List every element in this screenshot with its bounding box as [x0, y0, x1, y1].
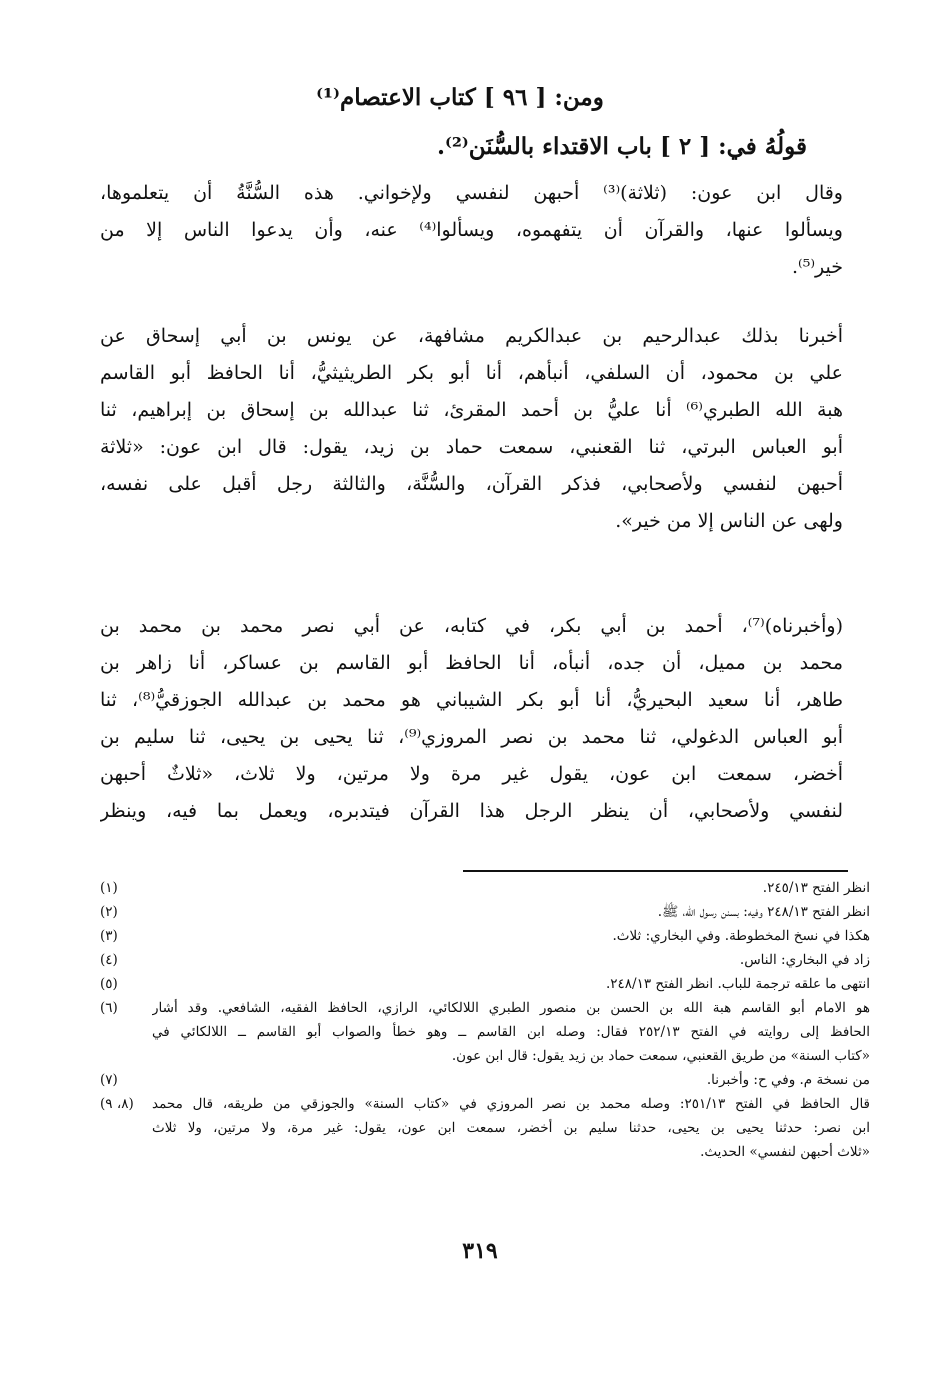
section-subheading: قولُهُ في: [ ٢ ] باب الاقتداء بالسُّنَن⁽²⁾. — [436, 133, 807, 160]
footnote — [100, 900, 870, 924]
footnote — [100, 1092, 870, 1164]
text-line: أخضر، سمعت ابن عون، يقول غير مرة ولا مرتين، ولا ثلاث، «ثلاثٌ أحبهن — [100, 763, 843, 785]
footnote-number: (٢) — [100, 904, 118, 920]
paragraph-3 — [100, 608, 843, 830]
footnote-text — [152, 1092, 870, 1164]
footnote-number: (٥) — [100, 976, 118, 992]
footnote — [100, 948, 870, 972]
footnote-text: من نسخة م. وفي ح: وأخبرنا. — [706, 1072, 870, 1088]
footnote-text: انظر الفتح ٢٤٥/١٣. — [762, 880, 870, 896]
footnotes — [100, 876, 870, 1164]
text-line: ويسألوا عنها، والقرآن أن يتفهموه، ويسألوا⁽⁴⁾ عنه، وأن يدعوا الناس إلا من — [100, 219, 843, 241]
footnote — [100, 972, 870, 996]
footnote-divider — [463, 870, 848, 872]
footnote-text: هكذا في نسخ المخطوطة. وفي البخاري: ثلاث. — [612, 928, 870, 944]
footnote — [100, 996, 870, 1068]
footnote-line: الحافظ إلى روايته في الفتح ٢٥٢/١٣ فقال: وصله ابن القاسم ــ وهو خطأ والصواب أبو القاسم ــ اللالكائي في — [152, 1024, 870, 1040]
footnote-line: قال الحافظ في الفتح ٢٥١/١٣: وصله محمد بن نصر المروزي في «كتاب السنة» والجوزقي من طريقه، قال محمد — [152, 1096, 870, 1112]
paragraph-2 — [100, 318, 843, 540]
footnote — [100, 1068, 870, 1092]
chapter-heading: ومن: [ ٩٦ ] كتاب الاعتصام⁽¹⁾ — [316, 84, 604, 111]
footnote-number: (٧) — [100, 1072, 118, 1088]
footnote-line: هو الامام أبو القاسم هبة الله بن الحسن بن منصور الطبري اللالكائي، الرازي، الحافظ الفقيه، الشافعي. وقد أشار — [152, 1000, 870, 1016]
text-line: علي بن محمود، أن السلفي، أنبأهم، أنا أبو بكر الطريثيثيُّ، أنا الحافظ أبو القاسم — [100, 362, 843, 384]
text-line: (وأخبرناه)⁽⁷⁾، أحمد بن أبي بكر، في كتابه، عن أبي نصر محمد بن محمد بن — [100, 615, 843, 637]
footnote-number: (٤) — [100, 952, 118, 968]
footnote-line: «ثلاث أحبهن لنفسي» الحديث. — [700, 1144, 870, 1160]
page-number: ٣١٩ — [462, 1238, 498, 1264]
footnote-text — [152, 996, 870, 1068]
footnote-line: «كتاب السنة» من طريق القعنبي، سمعت حماد بن زيد يقول: قال ابن عون. — [451, 1048, 870, 1064]
footnote-text: انتهى ما علقه ترجمة للباب. انظر الفتح ٢٤٨/١٣. — [605, 976, 870, 992]
footnote-number: (١) — [100, 880, 118, 896]
footnote-number: (٦) — [100, 1000, 118, 1016]
text-line: ولهى عن الناس إلا من خير». — [615, 510, 843, 532]
footnote-text: انظر الفتح ٢٤٨/١٣ وفيه: بسنن رسول الله، ﷺ. — [657, 904, 870, 920]
text-line: أبو العباس البرتي، ثنا القعنبي، سمعت حماد بن زيد، يقول: قال ابن عون: «ثلاثة — [100, 436, 843, 458]
text-line: أخبرنا بذلك عبدالرحيم بن عبدالكريم مشافهة، عن يونس بن أبي إسحاق عن — [100, 325, 843, 347]
footnote — [100, 876, 870, 900]
footnote-text: زاد في البخاري: الناس. — [739, 952, 870, 968]
text-line: وقال ابن عون: (ثلاثة)⁽³⁾ أحبهن لنفسي ولإخواني. هذه السُّنَّةُ أن يتعلموها، — [100, 182, 843, 204]
text-line: طاهر، أنا سعيد البحيريُّ، أنا أبو بكر الشيباني هو محمد بن عبدالله الجوزقيُّ⁽⁸⁾، ثنا — [100, 689, 843, 711]
text-line: هبة الله الطبري⁽⁶⁾ أنا عليُّ بن أحمد المقرئ، ثنا عبدالله بن إسحاق بن إبراهيم، ثنا — [100, 399, 843, 421]
footnote — [100, 924, 870, 948]
text-line: أحبهن لنفسي ولأصحابي، فذكر القرآن، والسُّنَّة، والثالثة رجل أقبل على نفسه، — [100, 473, 843, 495]
footnote-number: (٣) — [100, 928, 118, 944]
footnote-line: ابن نصر: حدثنا يحيى بن يحيى، حدثنا سليم بن أخضر، سمعت ابن عون، يقول: غير مرة، ولا مرتين، ولا ثلاث — [152, 1120, 870, 1136]
text-line: لنفسي ولأصحابي، أن ينظر الرجل هذا القرآن فيتدبره، ويعمل بما فيه، وينظر — [100, 800, 843, 822]
text-line: أبو العباس الدغولي، ثنا محمد بن نصر المروزي⁽⁹⁾، ثنا يحيى بن يحيى، ثنا سليم بن — [100, 726, 843, 748]
text-line: خير⁽⁵⁾. — [792, 256, 843, 278]
paragraph-1 — [100, 175, 843, 286]
text-line: محمد بن مميل، أن جده، أنبأه، أنا الحافظ أبو القاسم بن عساكر، أنا زاهر بن — [100, 652, 843, 674]
footnote-number: (٨، ٩) — [100, 1096, 134, 1112]
